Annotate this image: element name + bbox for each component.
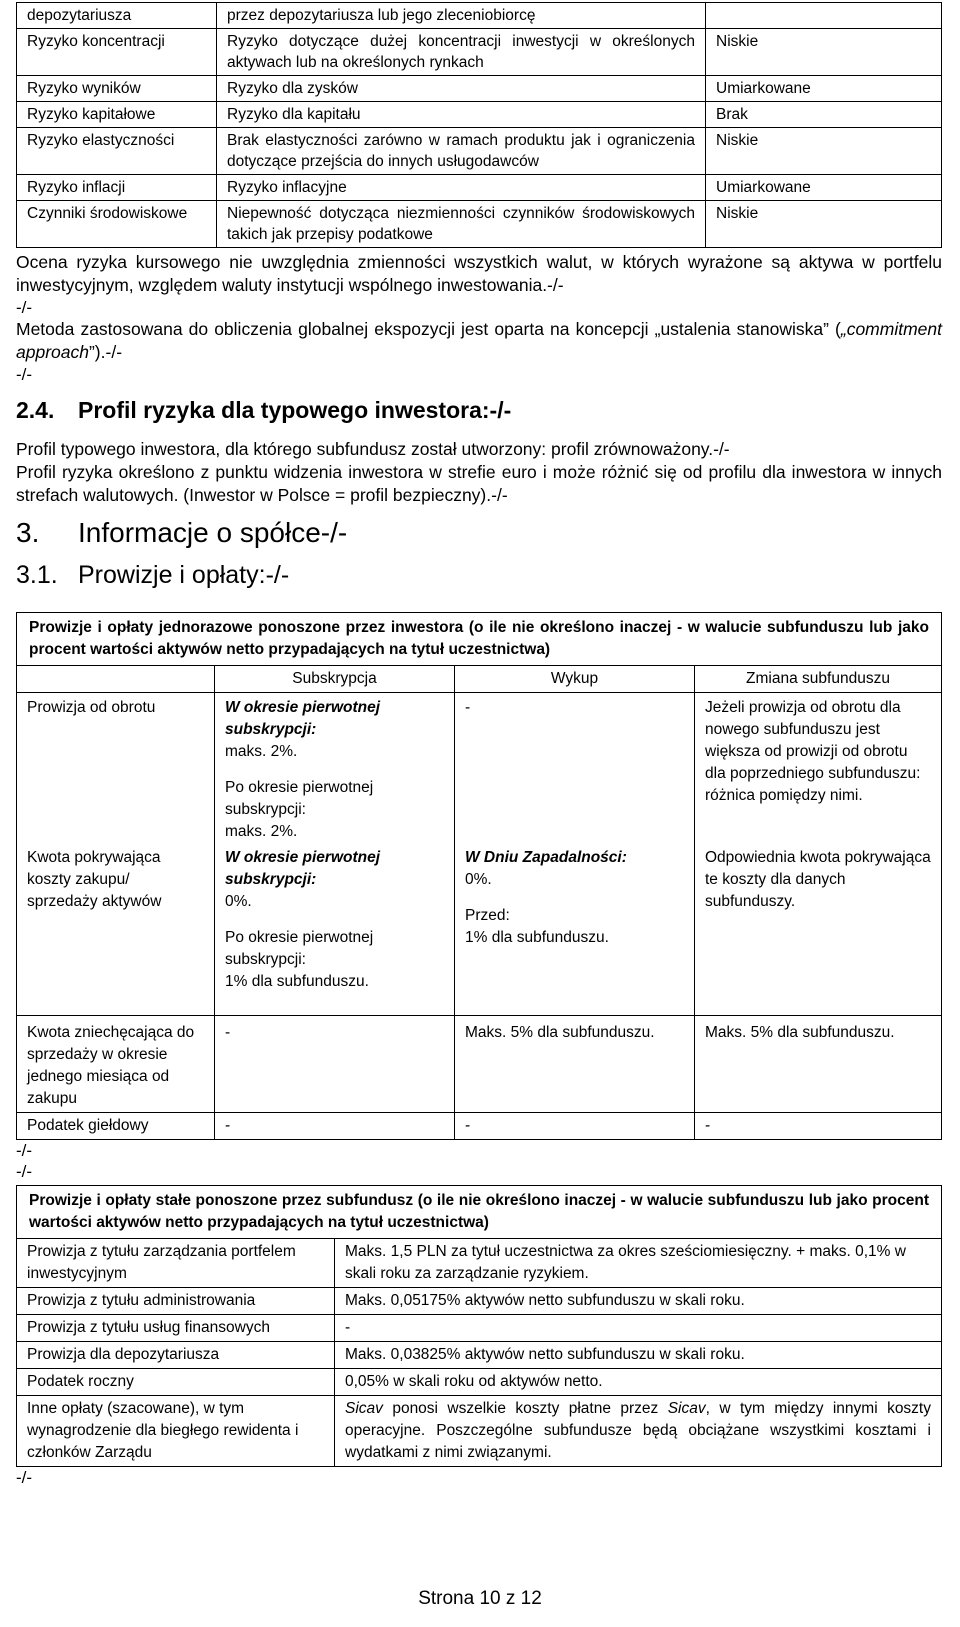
subscription-cell bbox=[215, 693, 455, 846]
table-row bbox=[17, 1315, 942, 1342]
redemption-cell: Maks. 5% dla subfunduszu. bbox=[455, 1016, 695, 1113]
row-label: Prowizja z tytułu zarządzania portfelem inwestycyjnym bbox=[17, 1239, 335, 1288]
table-row bbox=[17, 1342, 942, 1369]
value: 1% dla subfunduszu. bbox=[225, 973, 369, 990]
recurring-fees-table bbox=[16, 1185, 942, 1467]
table-row bbox=[17, 1396, 942, 1467]
sicav-text: Sicav bbox=[345, 1400, 383, 1417]
profile-line-1: Profil typowego inwestora, dla którego subfundusz został utworzony: profil zrównoważony.-/- bbox=[16, 439, 730, 459]
value: 1% dla subfunduszu. bbox=[465, 929, 609, 946]
risk-description: Ryzyko inflacyjne bbox=[217, 175, 706, 201]
heading-title: Profil ryzyka dla typowego inwestora:-/- bbox=[78, 397, 512, 423]
one-time-fees-table bbox=[16, 612, 942, 1140]
row-label: Kwota zniechęcająca do sprzedaży w okresie jednego miesiąca od zakupu bbox=[17, 1016, 215, 1113]
risk-table-body bbox=[17, 3, 942, 248]
table-row bbox=[17, 76, 942, 102]
risk-level: Niskie bbox=[706, 201, 942, 248]
risk-name: Ryzyko kapitałowe bbox=[17, 102, 217, 128]
risk-level: Niskie bbox=[706, 29, 942, 76]
row-value: 0,05% w skali roku od aktywów netto. bbox=[335, 1369, 942, 1396]
risk-description: przez depozytariusza lub jego zleceniobiorcę bbox=[217, 3, 706, 29]
marker: -/- bbox=[16, 1162, 33, 1181]
risk-name: Ryzyko elastyczności bbox=[17, 128, 217, 175]
row-value: - bbox=[335, 1315, 942, 1342]
value-text: , w tym między innymi koszty operacyjne. Poszczególne subfundusze będą obciążane wszystkimi kosztami i wydatkami z nimi związanymi. bbox=[345, 1400, 931, 1461]
table-row bbox=[17, 1239, 942, 1288]
row-value: Maks. 1,5 PLN za tytuł uczestnictwa za okres sześciomiesięczny. + maks. 0,1% w skali roku za zarządzanie ryzykiem. bbox=[335, 1239, 942, 1288]
empty-cell bbox=[17, 666, 215, 693]
risk-description: Ryzyko dotyczące dużej koncentracji inwestycji w określonych aktywach lub na określonych rynkach bbox=[217, 29, 706, 76]
row-value: Maks. 0,05175% aktywów netto subfunduszu w skali roku. bbox=[335, 1288, 942, 1315]
row-value bbox=[335, 1396, 942, 1467]
profile-line-2: Profil ryzyka określono z punktu widzenia inwestora w strefie euro i może różnić się od profilu dla inwestora w innych strefach walutowych. (Inwestor w Polsce = profil bezpieczny).-/- bbox=[16, 462, 942, 505]
heading-3 bbox=[16, 517, 942, 549]
table-row bbox=[17, 128, 942, 175]
row-label: Prowizja dla depozytariusza bbox=[17, 1342, 335, 1369]
period-label: Po okresie pierwotnej subskrypcji: bbox=[225, 779, 374, 818]
risk-table bbox=[16, 2, 942, 248]
risk-level bbox=[706, 3, 942, 29]
value: 0%. bbox=[465, 871, 492, 888]
table-row bbox=[17, 201, 942, 248]
one-time-fees-header: Prowizje i opłaty jednorazowe ponoszone przez inwestora (o ile nie określono inaczej - w walucie subfunduszu lub jako procent wartości aktywów netto przypadających na tytuł uczestnictwa) bbox=[17, 613, 942, 666]
value: 0%. bbox=[225, 893, 252, 910]
value: maks. 2%. bbox=[225, 743, 298, 760]
risk-description: Niepewność dotycząca niezmienności czynników środowiskowych takich jak przepisy podatkowe bbox=[217, 201, 706, 248]
risk-name: Ryzyko inflacji bbox=[17, 175, 217, 201]
row-label: Inne opłaty (szacowane), w tym wynagrodzenie dla biegłego rewidenta i członków Zarządu bbox=[17, 1396, 335, 1467]
heading-number: 3. bbox=[16, 517, 40, 548]
switch-cell: Odpowiednia kwota pokrywająca te koszty dla danych subfunduszy. bbox=[695, 845, 942, 1016]
column-header-switch: Zmiana subfunduszu bbox=[695, 666, 942, 693]
table-row bbox=[17, 3, 942, 29]
value-text: ponosi wszelkie koszty płatne przez bbox=[382, 1400, 668, 1417]
period-label: Po okresie pierwotnej subskrypcji: bbox=[225, 929, 374, 968]
recurring-fees-header: Prowizje i opłaty stałe ponoszone przez subfundusz (o ile nie określono inaczej - w walucie subfunduszu lub jako procent wartości aktywów netto przypadających na tytuł uczestnictwa) bbox=[17, 1186, 942, 1239]
row-label: Prowizja z tytułu usług finansowych bbox=[17, 1315, 335, 1342]
risk-level: Umiarkowane bbox=[706, 175, 942, 201]
marker: -/- bbox=[16, 1141, 33, 1160]
row-label: Podatek roczny bbox=[17, 1369, 335, 1396]
table-header-row bbox=[17, 613, 942, 666]
method-italic: „commitment approach bbox=[16, 319, 942, 362]
recurring-fees-body bbox=[17, 1239, 942, 1396]
row-label: Prowizja od obrotu bbox=[17, 693, 215, 846]
redemption-cell: - bbox=[455, 1113, 695, 1140]
risk-name: Czynniki środowiskowe bbox=[17, 201, 217, 248]
sicav-text: Sicav bbox=[667, 1400, 706, 1417]
table-row bbox=[17, 175, 942, 201]
heading-number: 3.1. bbox=[16, 561, 58, 589]
marker: -/- bbox=[16, 298, 33, 317]
table-row bbox=[17, 102, 942, 128]
switch-cell: Maks. 5% dla subfunduszu. bbox=[695, 1016, 942, 1113]
redemption-cell bbox=[455, 845, 695, 1016]
risk-name: Ryzyko koncentracji bbox=[17, 29, 217, 76]
heading-number: 2.4. bbox=[16, 397, 55, 423]
risk-description: Ryzyko dla zysków bbox=[217, 76, 706, 102]
switch-cell: Jeżeli prowizja od obrotu dla nowego subfunduszu jest większa od prowizji od obrotu dla poprzedniego subfunduszu: różnica pomiędzy nimi. bbox=[695, 693, 942, 846]
method-paragraph bbox=[16, 318, 942, 364]
period-label: Przed: bbox=[465, 907, 510, 924]
subscription-cell bbox=[215, 845, 455, 1016]
document-page bbox=[16, 0, 942, 1488]
risk-level: Umiarkowane bbox=[706, 76, 942, 102]
risk-description: Ryzyko dla kapitału bbox=[217, 102, 706, 128]
marker: -/- bbox=[16, 365, 33, 384]
risk-name: Ryzyko wyników bbox=[17, 76, 217, 102]
method-text: Metoda zastosowana do obliczenia globalnej ekspozycji jest oparta na koncepcji „ustalenia stanowiska” ( bbox=[16, 319, 841, 339]
row-label: Kwota pokrywająca koszty zakupu/ sprzedaży aktywów bbox=[17, 845, 215, 1016]
risk-level: Brak bbox=[706, 102, 942, 128]
marker: -/- bbox=[16, 1468, 33, 1487]
period-label: W okresie pierwotnej subskrypcji: bbox=[225, 849, 381, 888]
risk-description: Brak elastyczności zarówno w ramach produktu jak i ograniczenia dotyczące przejścia do innych usługodawców bbox=[217, 128, 706, 175]
period-label: W okresie pierwotnej subskrypcji: bbox=[225, 699, 381, 738]
column-header-subscription: Subskrypcja bbox=[215, 666, 455, 693]
currency-risk-paragraph: Ocena ryzyka kursowego nie uwzględnia zmienności wszystkich walut, w których wyrażone są aktywa w portfelu inwestycyjnym, względem waluty instytucji wspólnego inwestowania.-/- bbox=[16, 252, 942, 295]
heading-title: Informacje o spółce-/- bbox=[78, 517, 348, 548]
table-row bbox=[17, 1113, 942, 1140]
risk-level: Niskie bbox=[706, 128, 942, 175]
heading-2-4 bbox=[16, 397, 942, 424]
row-label: Podatek giełdowy bbox=[17, 1113, 215, 1140]
page-number: Strona 10 z 12 bbox=[418, 1588, 542, 1609]
table-row bbox=[17, 693, 942, 846]
table-row bbox=[17, 29, 942, 76]
value: maks. 2%. bbox=[225, 823, 298, 840]
subscription-cell: - bbox=[215, 1016, 455, 1113]
heading-title: Prowizje i opłaty:-/- bbox=[78, 561, 290, 589]
period-label: W Dniu Zapadalności: bbox=[465, 849, 627, 866]
column-header-row bbox=[17, 666, 942, 693]
table-row bbox=[17, 845, 942, 1016]
subscription-cell: - bbox=[215, 1113, 455, 1140]
switch-cell: - bbox=[695, 1113, 942, 1140]
heading-3-1 bbox=[16, 561, 942, 590]
table-row bbox=[17, 1288, 942, 1315]
row-value: Maks. 0,03825% aktywów netto subfunduszu w skali roku. bbox=[335, 1342, 942, 1369]
table-row bbox=[17, 1369, 942, 1396]
method-suffix: ”).-/- bbox=[88, 342, 123, 362]
table-header-row bbox=[17, 1186, 942, 1239]
table-row bbox=[17, 1016, 942, 1113]
row-label: Prowizja z tytułu administrowania bbox=[17, 1288, 335, 1315]
redemption-cell: - bbox=[455, 693, 695, 846]
risk-name: depozytariusza bbox=[17, 3, 217, 29]
column-header-redemption: Wykup bbox=[455, 666, 695, 693]
